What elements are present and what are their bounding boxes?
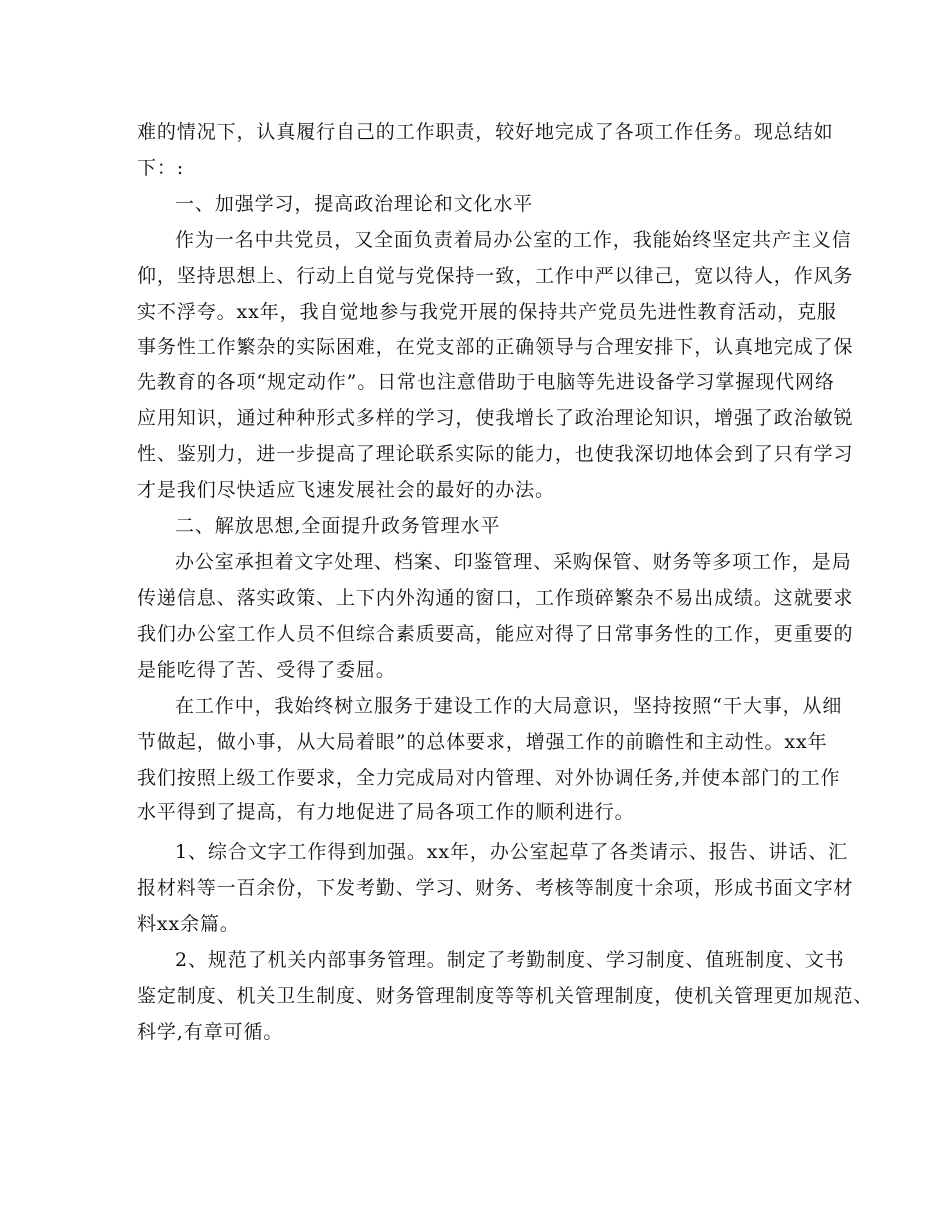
body-text-line: 料xx余篇。 [137, 913, 240, 935]
body-text-line: 科学,有章可循。 [137, 1021, 284, 1043]
body-text-line: 下：: [137, 157, 185, 179]
body-text-line: 节做起，做小事，从大局着眼”的总体要求，增强工作的前瞻性和主动性。xx年 [137, 731, 828, 753]
body-text-line: 我们办公室工作人员不但综合素质要高，能应对得了日常事务性的工作，更重要的 [137, 623, 854, 645]
body-text-line: 是能吃得了苦、受得了委屈。 [137, 659, 396, 681]
body-text-line: 我们按照上级工作要求，全力完成局对内管理、对外协调任务,并使本部门的工作 [137, 767, 841, 789]
body-text-line: 办公室承担着文字处理、档案、印鉴管理、采购保管、财务等多项工作，是局 [175, 551, 852, 573]
body-text-line: 先教育的各项“规定动作”。日常也注意借助于电脑等先进设备学习掌握现代网络 [137, 371, 835, 393]
body-text-line: 难的情况下，认真履行自己的工作职责，较好地完成了各项工作任务。现总结如 [137, 121, 834, 143]
body-text-line: 实不浮夸。xx年，我自觉地参与我党开展的保持共产党员先进性教育活动，克服 [137, 301, 837, 323]
body-text-line: 仰，坚持思想上、行动上自觉与党保持一致，工作中严以律己，宽以待人，作风务 [137, 265, 854, 287]
body-text-line: 在工作中，我始终树立服务于建设工作的大局意识，坚持按照“干大事，从细 [175, 695, 843, 717]
body-text-line: 鉴定制度、机关卫生制度、财务管理制度等等机关管理制度，使机关管理更加规范、 [137, 985, 874, 1007]
body-text-line: 水平得到了提高，有力地促进了局各项工作的顺利进行。 [137, 801, 635, 823]
body-text-line: 2、规范了机关内部事务管理。制定了考勤制度、学习制度、值班制度、文书 [175, 949, 845, 971]
body-text-line: 报材料等一百余份，下发考勤、学习、财务、考核等制度十余项，形成书面文字材 [137, 877, 854, 899]
body-text-line: 性、鉴别力，进一步提高了理论联系实际的能力，也使我深切地体会到了只有学习 [137, 443, 854, 465]
body-text-line: 事务性工作繁杂的实际困难，在党支部的正确领导与合理安排下，认真地完成了保 [137, 336, 854, 358]
body-text-line: 1、综合文字工作得到加强。xx年，办公室起草了各类请示、报告、讲话、汇 [175, 841, 849, 863]
section-heading: 一、加强学习，提高政治理论和文化水平 [175, 193, 534, 215]
body-text-line: 应用知识，通过种种形式多样的学习，使我增长了政治理论知识，增强了政治敏锐 [137, 407, 854, 429]
body-text-line: 才是我们尽快适应飞速发展社会的最好的办法。 [137, 479, 555, 501]
body-text-line: 作为一名中共党员，又全面负责着局办公室的工作，我能始终坚定共产主义信 [175, 229, 852, 251]
section-heading: 二、解放思想,全面提升政务管理水平 [175, 515, 501, 537]
body-text-line: 传递信息、落实政策、上下内外沟通的窗口，工作琐碎繁杂不易出成绩。这就要求 [137, 587, 854, 609]
